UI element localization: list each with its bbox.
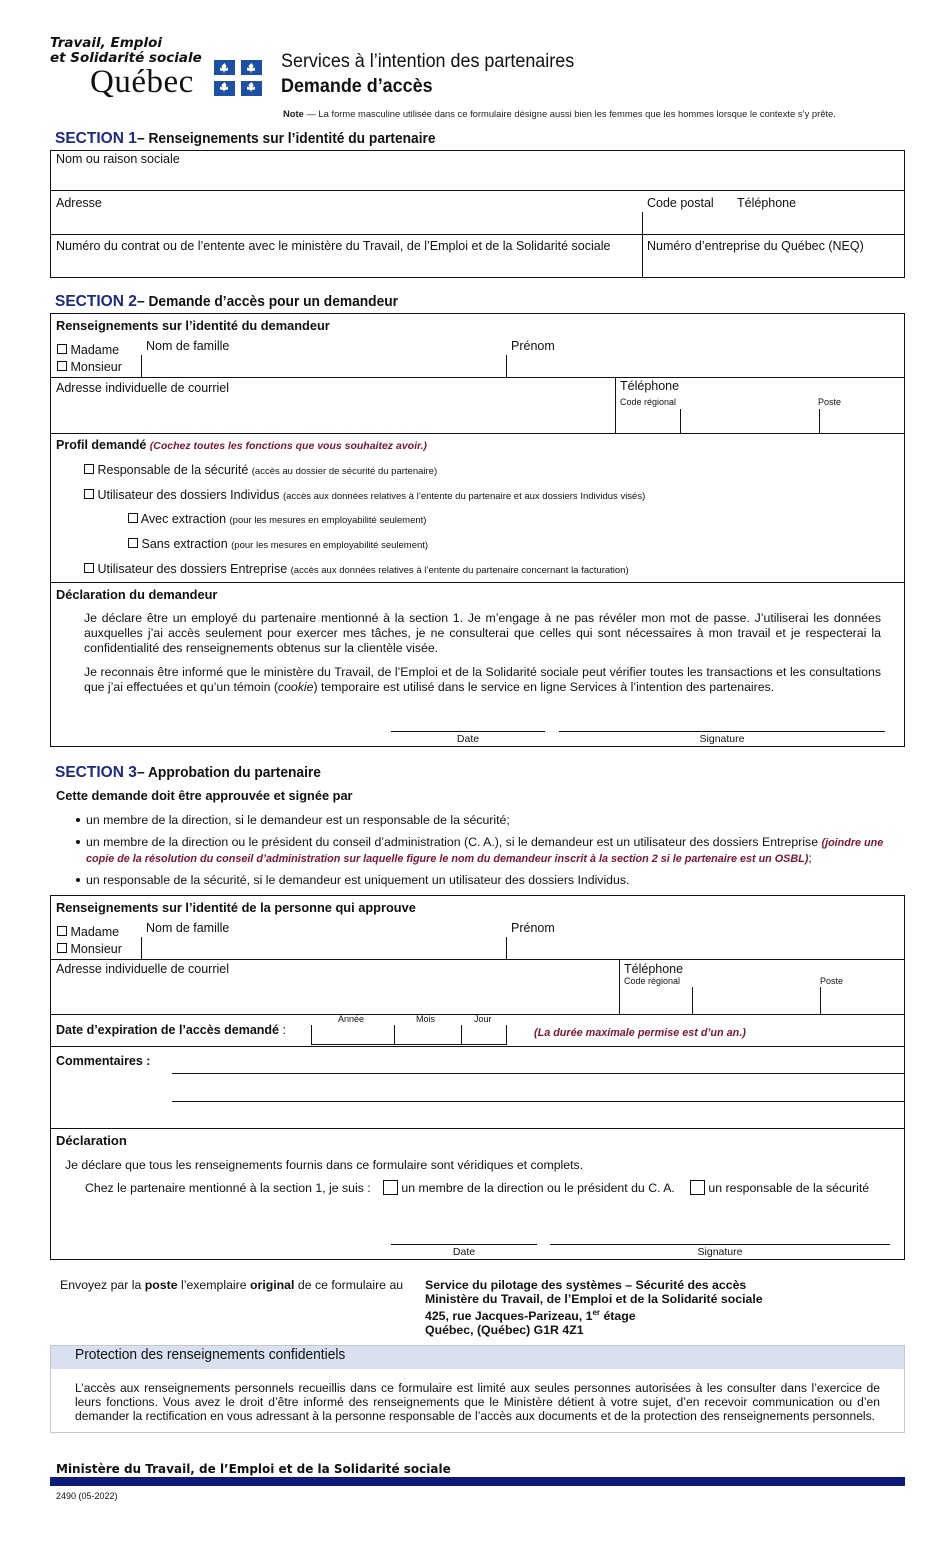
with-extraction-label: Avec extraction bbox=[140, 512, 227, 526]
approver-date-label: Date bbox=[391, 1244, 537, 1258]
expiry-month-label: Mois bbox=[416, 1014, 436, 1024]
bullet-icon bbox=[76, 818, 80, 822]
with-extraction-note: (pour les mesures en employabilité seulement) bbox=[229, 515, 427, 526]
comments-field[interactable] bbox=[172, 1052, 902, 1126]
approver-monsieur-option[interactable] bbox=[57, 942, 122, 956]
requester-declaration-p1: Je déclare être un employé du partenaire mentionné à la section 1. Je m’engage à ne pas révéler mon mot de passe. J’utiliserai les données auxquelles j’ai accès seulement pour exercer mes tâches, je ne consulterai que celles qui sont nécessaires à mon travail et je respecterai la confidentialité des renseignements obtenus sur la clientèle visée. bbox=[84, 611, 881, 655]
requester-phone-label: Téléphone bbox=[620, 379, 680, 393]
bullet-icon bbox=[76, 840, 80, 844]
role-director-label: un membre de la direction ou le président du C. A. bbox=[401, 1181, 675, 1195]
requester-firstname-field[interactable] bbox=[511, 356, 901, 376]
partner-name-label: Nom ou raison sociale bbox=[56, 152, 180, 166]
profile-heading-label: Profil demandé bbox=[56, 438, 147, 452]
approver-signature-label: Signature bbox=[550, 1244, 890, 1258]
approval-bullet-1: un membre de la direction, si le demandeur est un responsable de la sécurité; bbox=[76, 812, 510, 828]
expiry-max-note: (La durée maximale permise est d’un an.) bbox=[534, 1027, 746, 1039]
approver-ext-label: Poste bbox=[820, 976, 844, 986]
profile-without-extraction-option[interactable] bbox=[128, 537, 428, 551]
declaration-p2-part1: Je reconnais être informé que le ministère du Travail, de l’Emploi et de la Solidarité sociale peut vérifier toutes les transactions et les consultations que j’ai effectuées et qu’un témoin ( bbox=[84, 665, 881, 694]
requester-madame-checkbox[interactable] bbox=[57, 344, 67, 354]
entreprise-user-note: (accès aux données relatives à l’entente du partenaire concernant la facturation) bbox=[290, 565, 629, 576]
contract-number-label: Numéro du contrat ou de l’entente avec le ministère du Travail, de l’Emploi et de la Solidarité sociale bbox=[56, 239, 611, 253]
gender-note bbox=[283, 108, 836, 119]
role-security-option[interactable] bbox=[690, 1180, 869, 1195]
profile-with-extraction-option[interactable] bbox=[128, 512, 426, 526]
requester-monsieur-option[interactable] bbox=[57, 360, 122, 374]
privacy-heading: Protection des renseignements confidentiels bbox=[75, 1347, 346, 1363]
approver-date-field[interactable] bbox=[391, 1225, 537, 1243]
privacy-text: L’accès aux renseignements personnels recueillis dans ce formulaire est limité aux seules personnes autorisées à les consulter dans l’exercice de leurs fonctions. Vous avez le droit d’être informé des renseignements que le Ministère détient à votre sujet, d’en recevoir communication ou d’en demander la rectification en vous adressant à la personne responsable de l’accès aux documents et de la protection des renseignements personnels. bbox=[75, 1381, 880, 1423]
requester-lastname-label: Nom de famille bbox=[146, 339, 230, 353]
section1-number: SECTION 1 bbox=[55, 130, 137, 147]
role-prompt: Chez le partenaire mentionné à la section 1, je suis : bbox=[85, 1181, 371, 1195]
form-service-title: Services à l’intention des partenaires bbox=[281, 50, 575, 72]
madame-label: Madame bbox=[70, 925, 120, 939]
quebec-wordmark: Québec bbox=[90, 64, 194, 100]
neq-label: Numéro d’entreprise du Québec (NEQ) bbox=[647, 239, 864, 253]
approver-madame-checkbox[interactable] bbox=[57, 926, 67, 936]
expiry-day-label: Jour bbox=[474, 1014, 492, 1024]
expiry-date-label: Date d’expiration de l’accès demandé : bbox=[56, 1023, 286, 1037]
bullet-icon bbox=[76, 878, 80, 882]
approver-phone-label: Téléphone bbox=[624, 962, 684, 976]
section1-title: – Renseignements sur l’identité du partenaire bbox=[136, 131, 436, 147]
approver-ext-field[interactable] bbox=[823, 988, 902, 1012]
approver-signature-field[interactable] bbox=[550, 1225, 890, 1243]
mailing-line-1: Service du pilotage des systèmes – Sécurité des accès bbox=[425, 1278, 747, 1292]
note-text: — La forme masculine utilisée dans ce formulaire désigne aussi bien les femmes que les hommes lorsque le contexte s’y prête. bbox=[303, 108, 836, 119]
requester-date-label: Date bbox=[391, 731, 545, 745]
approval-subheading: Cette demande doit être approuvée et signée par bbox=[56, 788, 353, 803]
expiry-year-label: Année bbox=[338, 1014, 365, 1024]
approver-email-field[interactable] bbox=[56, 980, 616, 1010]
declaration-cookie-word: cookie bbox=[277, 680, 314, 694]
requester-phone-field[interactable] bbox=[683, 410, 817, 432]
without-extraction-label: Sans extraction bbox=[141, 537, 228, 551]
requester-email-field[interactable] bbox=[56, 400, 611, 428]
requester-declaration-p2 bbox=[84, 665, 881, 695]
mailing-line-3: 425, rue Jacques-Parizeau, 1er étage bbox=[425, 1308, 636, 1324]
section3-title: – Approbation du partenaire bbox=[136, 765, 321, 781]
form-code: 2490 (05-2022) bbox=[56, 1491, 118, 1501]
security-officer-label: Responsable de la sécurité bbox=[97, 463, 249, 477]
mailing-address bbox=[425, 1278, 763, 1337]
expiry-month-field[interactable] bbox=[394, 1025, 461, 1045]
approver-declaration-text: Je déclare que tous les renseignements fournis dans ce formulaire sont véridiques et complets. bbox=[65, 1158, 584, 1172]
approver-area-code-label: Code régional bbox=[624, 976, 681, 986]
role-director-checkbox[interactable] bbox=[383, 1180, 398, 1195]
requester-signature-label: Signature bbox=[559, 731, 885, 745]
comments-label: Commentaires : bbox=[56, 1054, 151, 1068]
profile-heading bbox=[56, 438, 427, 452]
madame-label: Madame bbox=[70, 343, 120, 357]
approver-email-label: Adresse individuelle de courriel bbox=[56, 962, 230, 976]
individus-user-note: (accès aux données relatives à l’entente du partenaire et aux dossiers Individus visés) bbox=[283, 491, 646, 502]
form-title: Demande d’accès bbox=[281, 75, 433, 97]
approver-lastname-field[interactable] bbox=[146, 938, 501, 958]
approver-area-code-field[interactable] bbox=[624, 988, 690, 1012]
requester-firstname-label: Prénom bbox=[511, 339, 555, 353]
profile-individus-option[interactable] bbox=[84, 488, 645, 502]
postal-code-field[interactable] bbox=[646, 212, 730, 232]
declaration-p2-part2: ) temporaire est utilisé dans le service en ligne Services à l’intention des partenaires. bbox=[313, 680, 775, 694]
requester-identity-heading: Renseignements sur l’identité du demandeur bbox=[56, 318, 330, 333]
section3-heading bbox=[55, 764, 330, 782]
partner-phone-field[interactable] bbox=[736, 212, 900, 232]
role-security-label: un responsable de la sécurité bbox=[708, 1181, 870, 1195]
requester-area-code-field[interactable] bbox=[620, 410, 678, 432]
with-extraction-checkbox[interactable] bbox=[128, 513, 138, 523]
requester-ext-field[interactable] bbox=[822, 410, 902, 432]
mailing-line-4: Québec, (Québec) G1R 4Z1 bbox=[425, 1323, 584, 1338]
section1-heading bbox=[55, 130, 451, 148]
address-field[interactable] bbox=[56, 212, 636, 232]
requester-ext-label: Poste bbox=[818, 397, 842, 407]
quebec-flag-icon bbox=[214, 60, 262, 96]
mailing-line-2: Ministère du Travail, de l’Emploi et de la Solidarité sociale bbox=[425, 1292, 763, 1306]
entreprise-user-checkbox[interactable] bbox=[84, 563, 94, 573]
footer-ministry: Ministère du Travail, de l’Emploi et de la Solidarité sociale bbox=[56, 1462, 451, 1476]
entreprise-user-label: Utilisateur des dossiers Entreprise bbox=[97, 562, 288, 576]
without-extraction-checkbox[interactable] bbox=[128, 538, 138, 548]
postal-code-label: Code postal bbox=[647, 196, 714, 210]
approver-monsieur-checkbox[interactable] bbox=[57, 943, 67, 953]
mailing-instruction: Envoyez par la poste l’exemplaire original de ce formulaire au bbox=[60, 1278, 404, 1292]
approval-bullet-3: un responsable de la sécurité, si le demandeur est uniquement un utilisateur des dossiers Individus. bbox=[76, 872, 629, 888]
expiry-year-field[interactable] bbox=[311, 1025, 394, 1045]
neq-field[interactable] bbox=[646, 256, 900, 276]
approver-phone-field[interactable] bbox=[695, 988, 817, 1012]
note-label: Note bbox=[283, 108, 304, 119]
requester-signature-field[interactable] bbox=[559, 712, 885, 730]
requester-date-field[interactable] bbox=[391, 712, 545, 730]
approver-madame-option[interactable] bbox=[57, 925, 119, 939]
profile-security-option[interactable] bbox=[84, 463, 437, 477]
approval-bullet-2: un membre de la direction ou le président du conseil d’administration (C. A.), si le demandeur est un utilisateur des dossiers Entreprise (joindre une bbox=[76, 834, 891, 851]
expiry-day-field[interactable] bbox=[461, 1025, 507, 1045]
approver-firstname-field[interactable] bbox=[511, 938, 901, 958]
security-officer-checkbox[interactable] bbox=[84, 464, 94, 474]
approver-identity-heading: Renseignements sur l’identité de la personne qui approuve bbox=[56, 900, 416, 915]
role-security-checkbox[interactable] bbox=[690, 1180, 705, 1195]
individus-user-checkbox[interactable] bbox=[84, 489, 94, 499]
requester-email-label: Adresse individuelle de courriel bbox=[56, 381, 230, 395]
monsieur-label: Monsieur bbox=[70, 360, 122, 374]
requester-area-code-label: Code régional bbox=[620, 397, 677, 407]
section2-heading bbox=[55, 293, 412, 311]
individus-user-label: Utilisateur des dossiers Individus bbox=[97, 488, 280, 502]
approver-firstname-label: Prénom bbox=[511, 921, 555, 935]
requester-madame-option[interactable] bbox=[57, 343, 119, 357]
contract-number-field[interactable] bbox=[56, 256, 636, 276]
department-name: Travail, Emploi et Solidarité sociale bbox=[50, 35, 202, 66]
footer-bar bbox=[50, 1477, 905, 1486]
approver-lastname-label: Nom de famille bbox=[146, 921, 230, 935]
section3-number: SECTION 3 bbox=[55, 764, 137, 781]
security-officer-note: (accès au dossier de sécurité du partenaire) bbox=[251, 466, 438, 477]
requester-lastname-field[interactable] bbox=[146, 356, 501, 376]
requester-declaration-heading: Déclaration du demandeur bbox=[56, 587, 218, 602]
address-label: Adresse bbox=[56, 196, 102, 210]
requester-monsieur-checkbox[interactable] bbox=[57, 361, 67, 371]
monsieur-label: Monsieur bbox=[70, 942, 122, 956]
partner-phone-label: Téléphone bbox=[737, 196, 797, 210]
without-extraction-note: (pour les mesures en employabilité seulement) bbox=[231, 540, 429, 551]
section2-number: SECTION 2 bbox=[55, 293, 137, 310]
role-director-option[interactable] bbox=[383, 1180, 675, 1195]
approver-declaration-heading: Déclaration bbox=[56, 1133, 127, 1148]
profile-entreprise-option[interactable] bbox=[84, 562, 629, 576]
profile-hint: (Cochez toutes les fonctions que vous souhaitez avoir.) bbox=[149, 440, 427, 452]
approval-bullet-2-cont: copie de la résolution du conseil d’administration sur laquelle figure le nom du demandeur inscrit à la section 2 si le partenaire est un OSBL); bbox=[86, 851, 812, 865]
partner-name-field[interactable] bbox=[56, 168, 896, 188]
section2-title: – Demande d’accès pour un demandeur bbox=[136, 294, 398, 310]
